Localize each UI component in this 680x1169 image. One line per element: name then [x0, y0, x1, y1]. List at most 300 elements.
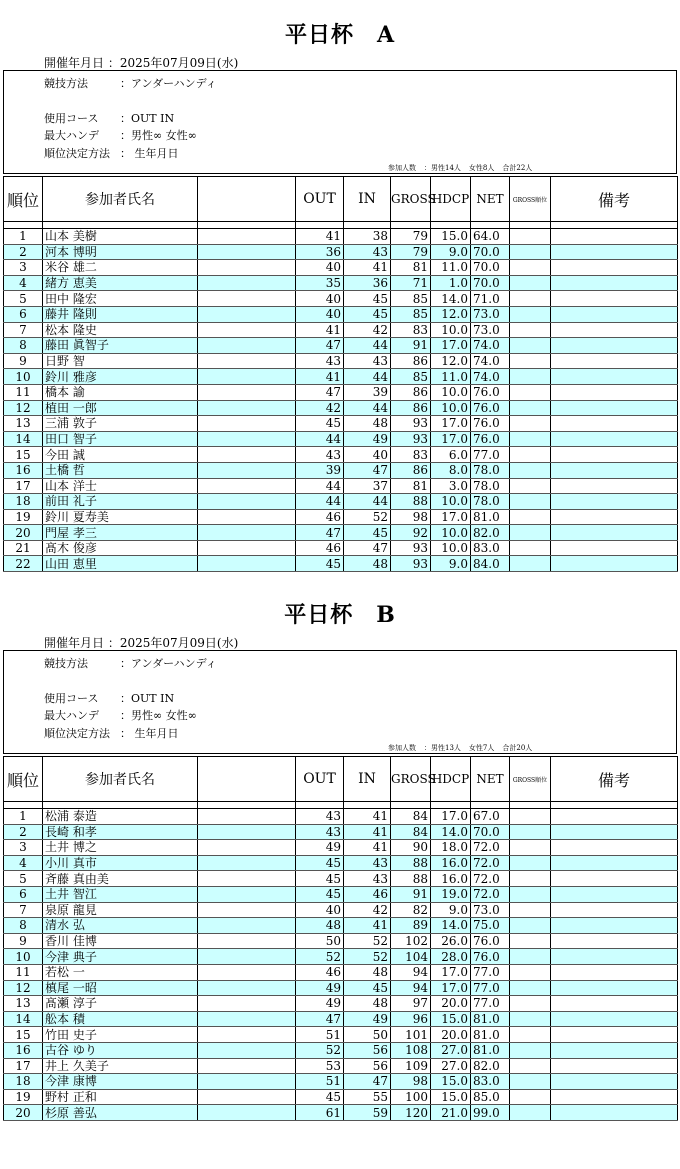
cell-rank: 19: [4, 509, 43, 525]
header-name: 参加者氏名: [43, 757, 198, 802]
cell-blank: [198, 291, 296, 307]
cell-blank: [198, 980, 296, 996]
header-hdcp: HDCP: [431, 177, 471, 222]
rank-method-value: ： 生年月日: [120, 727, 179, 740]
cell-remarks: [551, 1089, 678, 1105]
header-net: NET: [471, 757, 510, 802]
table-row: [4, 980, 678, 996]
cell-net: 81.0: [471, 1011, 510, 1027]
cell-gross: 84: [391, 809, 431, 825]
cell-out: 49: [296, 840, 344, 856]
cell-out: 43: [296, 447, 344, 463]
cell-gross-rank: [510, 540, 551, 556]
cell-net: 99.0: [471, 1105, 510, 1121]
table-spacer-row: [4, 222, 678, 229]
cell-name: 日野 智: [43, 353, 198, 369]
cell-rank: 12: [4, 980, 43, 996]
cell-in: 43: [344, 244, 391, 260]
cell-gross-rank: [510, 462, 551, 478]
cell-gross-rank: [510, 291, 551, 307]
count-female: 女性8人: [468, 164, 495, 172]
cell-net: 82.0: [471, 1058, 510, 1074]
cell-gross-rank: [510, 260, 551, 276]
cell-remarks: [551, 338, 678, 354]
method-label: 競技方法: [44, 657, 88, 670]
table-row: [4, 416, 678, 432]
cell-blank: [198, 840, 296, 856]
cell-blank: [198, 384, 296, 400]
cell-out: 47: [296, 338, 344, 354]
cell-rank: 2: [4, 824, 43, 840]
cell-net: 83.0: [471, 1074, 510, 1090]
header-out: OUT: [296, 757, 344, 802]
cell-out: 47: [296, 525, 344, 541]
cell-rank: 18: [4, 494, 43, 510]
cell-name: 藤井 隆則: [43, 306, 198, 322]
cell-in: 48: [344, 416, 391, 432]
cell-remarks: [551, 996, 678, 1012]
cell-hdcp: 6.0: [431, 447, 471, 463]
cell-net: 67.0: [471, 809, 510, 825]
page-title: 平日杯 B: [284, 602, 396, 628]
cell-blank: [198, 1011, 296, 1027]
cell-gross-rank: [510, 886, 551, 902]
cell-rank: 7: [4, 322, 43, 338]
cell-out: 41: [296, 369, 344, 385]
cell-gross-rank: [510, 509, 551, 525]
cell-gross: 98: [391, 1074, 431, 1090]
cell-in: 56: [344, 1042, 391, 1058]
cell-remarks: [551, 275, 678, 291]
cell-name: 泉原 龍見: [43, 902, 198, 918]
cell-remarks: [551, 933, 678, 949]
cell-gross-rank: [510, 275, 551, 291]
cell-rank: 4: [4, 855, 43, 871]
cell-remarks: [551, 1074, 678, 1090]
cell-gross: 94: [391, 980, 431, 996]
cell-hdcp: 17.0: [431, 338, 471, 354]
cell-hdcp: 10.0: [431, 400, 471, 416]
header-hdcp: HDCP: [431, 757, 471, 802]
cell-rank: 1: [4, 229, 43, 245]
method-value: ：アンダーハンディ: [120, 77, 217, 90]
header-remarks: 備考: [551, 757, 678, 802]
cell-gross: 91: [391, 338, 431, 354]
cell-out: 48: [296, 918, 344, 934]
cell-blank: [198, 1058, 296, 1074]
cell-name: 藤田 眞智子: [43, 338, 198, 354]
cell-rank: 19: [4, 1089, 43, 1105]
cell-hdcp: 10.0: [431, 494, 471, 510]
cell-gross-rank: [510, 244, 551, 260]
cell-hdcp: 19.0: [431, 886, 471, 902]
cell-in: 49: [344, 1011, 391, 1027]
table-row: [4, 1089, 678, 1105]
table-row: [4, 384, 678, 400]
cell-out: 51: [296, 1027, 344, 1043]
cell-gross: 93: [391, 540, 431, 556]
cell-name: 舩本 積: [43, 1011, 198, 1027]
rank-method-row: [44, 725, 179, 741]
cell-gross-rank: [510, 447, 551, 463]
cell-remarks: [551, 447, 678, 463]
header-net: NET: [471, 177, 510, 222]
cell-in: 44: [344, 400, 391, 416]
cell-hdcp: 15.0: [431, 229, 471, 245]
cell-gross: 97: [391, 996, 431, 1012]
cell-in: 44: [344, 369, 391, 385]
cell-gross: 120: [391, 1105, 431, 1121]
cell-in: 42: [344, 902, 391, 918]
cell-gross: 109: [391, 1058, 431, 1074]
cell-hdcp: 16.0: [431, 855, 471, 871]
cell-in: 37: [344, 478, 391, 494]
count-total: 合計20人: [502, 744, 533, 752]
cell-name: 井上 久美子: [43, 1058, 198, 1074]
cell-net: 72.0: [471, 886, 510, 902]
table-row: [4, 229, 678, 245]
cell-blank: [198, 447, 296, 463]
cell-hdcp: 10.0: [431, 540, 471, 556]
cell-blank: [198, 369, 296, 385]
cell-blank: [198, 1089, 296, 1105]
cell-blank: [198, 1105, 296, 1121]
cell-gross: 88: [391, 871, 431, 887]
cell-net: 71.0: [471, 291, 510, 307]
cell-net: 76.0: [471, 400, 510, 416]
cell-hdcp: 8.0: [431, 462, 471, 478]
cell-in: 41: [344, 260, 391, 276]
header-out: OUT: [296, 177, 344, 222]
cell-remarks: [551, 824, 678, 840]
cell-net: 73.0: [471, 306, 510, 322]
cell-hdcp: 1.0: [431, 275, 471, 291]
cell-out: 49: [296, 980, 344, 996]
cell-gross: 85: [391, 291, 431, 307]
cell-rank: 13: [4, 996, 43, 1012]
cell-in: 42: [344, 322, 391, 338]
table-row: [4, 369, 678, 385]
header-remarks: 備考: [551, 177, 678, 222]
cell-out: 41: [296, 229, 344, 245]
header-gross: GROSS: [391, 177, 431, 222]
cell-gross-rank: [510, 556, 551, 572]
header-gross: GROSS: [391, 757, 431, 802]
cell-out: 43: [296, 353, 344, 369]
course-value: ：OUT IN: [120, 112, 175, 125]
cell-in: 48: [344, 996, 391, 1012]
cell-rank: 12: [4, 400, 43, 416]
cell-in: 45: [344, 306, 391, 322]
cell-hdcp: 17.0: [431, 964, 471, 980]
cell-in: 44: [344, 494, 391, 510]
cell-rank: 15: [4, 447, 43, 463]
cell-net: 72.0: [471, 871, 510, 887]
cell-name: 野村 正和: [43, 1089, 198, 1105]
cell-gross-rank: [510, 478, 551, 494]
cell-net: 70.0: [471, 824, 510, 840]
cell-name: 髙木 俊彦: [43, 540, 198, 556]
cell-hdcp: 28.0: [431, 949, 471, 965]
cell-hdcp: 17.0: [431, 431, 471, 447]
cell-net: 73.0: [471, 902, 510, 918]
cell-gross: 104: [391, 949, 431, 965]
cell-out: 40: [296, 902, 344, 918]
table-row: [4, 933, 678, 949]
cell-name: 古谷 ゆり: [43, 1042, 198, 1058]
cell-blank: [198, 1027, 296, 1043]
cell-rank: 20: [4, 525, 43, 541]
cell-gross: 89: [391, 918, 431, 934]
cell-gross-rank: [510, 949, 551, 965]
cell-rank: 20: [4, 1105, 43, 1121]
table-row: [4, 478, 678, 494]
cell-gross-rank: [510, 1074, 551, 1090]
cell-rank: 6: [4, 886, 43, 902]
header-in: IN: [344, 177, 391, 222]
cell-in: 41: [344, 809, 391, 825]
cell-remarks: [551, 1011, 678, 1027]
table-row: [4, 855, 678, 871]
count-male: ：男性13人: [424, 744, 461, 752]
cell-gross: 96: [391, 1011, 431, 1027]
cell-net: 75.0: [471, 918, 510, 934]
cell-out: 45: [296, 855, 344, 871]
cell-in: 55: [344, 1089, 391, 1105]
cell-gross: 81: [391, 478, 431, 494]
cell-gross: 108: [391, 1042, 431, 1058]
header-blank: [198, 757, 296, 802]
cell-remarks: [551, 322, 678, 338]
cell-name: 今津 典子: [43, 949, 198, 965]
cell-gross: 83: [391, 447, 431, 463]
cell-name: 松浦 泰造: [43, 809, 198, 825]
cell-in: 43: [344, 855, 391, 871]
cell-hdcp: 10.0: [431, 525, 471, 541]
cell-name: 若松 一: [43, 964, 198, 980]
cell-remarks: [551, 509, 678, 525]
table-row: [4, 1105, 678, 1121]
results-section: [0, 580, 680, 1160]
cell-remarks: [551, 229, 678, 245]
cell-name: 小川 真市: [43, 855, 198, 871]
cell-rank: 7: [4, 902, 43, 918]
table-row: [4, 1027, 678, 1043]
cell-remarks: [551, 918, 678, 934]
cell-remarks: [551, 871, 678, 887]
cell-rank: 17: [4, 478, 43, 494]
cell-gross: 90: [391, 840, 431, 856]
cell-rank: 18: [4, 1074, 43, 1090]
cell-hdcp: 27.0: [431, 1058, 471, 1074]
handicap-value: ：男性∞ 女性∞: [120, 709, 197, 722]
cell-net: 76.0: [471, 431, 510, 447]
cell-net: 85.0: [471, 1089, 510, 1105]
table-row: [4, 306, 678, 322]
cell-gross-rank: [510, 1027, 551, 1043]
cell-net: 70.0: [471, 260, 510, 276]
cell-gross-rank: [510, 902, 551, 918]
cell-rank: 9: [4, 353, 43, 369]
cell-blank: [198, 306, 296, 322]
table-row: [4, 338, 678, 354]
cell-blank: [198, 902, 296, 918]
course-value: ：OUT IN: [120, 692, 175, 705]
cell-blank: [198, 996, 296, 1012]
cell-rank: 13: [4, 416, 43, 432]
cell-blank: [198, 322, 296, 338]
cell-gross: 81: [391, 260, 431, 276]
cell-net: 74.0: [471, 338, 510, 354]
cell-blank: [198, 824, 296, 840]
cell-in: 41: [344, 840, 391, 856]
cell-blank: [198, 855, 296, 871]
cell-rank: 5: [4, 291, 43, 307]
cell-blank: [198, 275, 296, 291]
rank-method-row: [44, 145, 179, 161]
cell-rank: 14: [4, 431, 43, 447]
cell-name: 緒方 恵美: [43, 275, 198, 291]
cell-name: 髙瀬 淳子: [43, 996, 198, 1012]
cell-gross-rank: [510, 964, 551, 980]
cell-net: 76.0: [471, 949, 510, 965]
cell-in: 45: [344, 291, 391, 307]
cell-gross-rank: [510, 996, 551, 1012]
cell-out: 40: [296, 291, 344, 307]
cell-remarks: [551, 416, 678, 432]
cell-out: 45: [296, 416, 344, 432]
cell-name: 今津 康博: [43, 1074, 198, 1090]
cell-blank: [198, 809, 296, 825]
cell-gross: 86: [391, 462, 431, 478]
cell-hdcp: 15.0: [431, 1074, 471, 1090]
cell-out: 51: [296, 1074, 344, 1090]
table-row: [4, 291, 678, 307]
cell-remarks: [551, 260, 678, 276]
cell-gross-rank: [510, 840, 551, 856]
cell-in: 59: [344, 1105, 391, 1121]
event-date: 開催年月日 ：2025年07月09日(水): [44, 56, 239, 70]
table-row: [4, 1058, 678, 1074]
cell-rank: 10: [4, 369, 43, 385]
cell-remarks: [551, 384, 678, 400]
cell-out: 40: [296, 260, 344, 276]
cell-name: 米谷 雄二: [43, 260, 198, 276]
table-row: [4, 1074, 678, 1090]
cell-gross: 85: [391, 306, 431, 322]
cell-gross-rank: [510, 525, 551, 541]
cell-gross-rank: [510, 1011, 551, 1027]
cell-in: 39: [344, 384, 391, 400]
cell-gross-rank: [510, 338, 551, 354]
table-header-row: [4, 757, 678, 802]
header-gross-rank: GROSS順位: [510, 177, 551, 222]
cell-blank: [198, 1042, 296, 1058]
cell-net: 78.0: [471, 462, 510, 478]
cell-remarks: [551, 886, 678, 902]
table-row: [4, 1042, 678, 1058]
table-row: [4, 400, 678, 416]
cell-gross-rank: [510, 1042, 551, 1058]
handicap-row: [44, 127, 197, 143]
cell-out: 43: [296, 809, 344, 825]
rank-method-label: 順位決定方法: [44, 727, 110, 740]
cell-remarks: [551, 369, 678, 385]
cell-net: 77.0: [471, 980, 510, 996]
cell-net: 81.0: [471, 1042, 510, 1058]
cell-rank: 16: [4, 1042, 43, 1058]
cell-hdcp: 12.0: [431, 306, 471, 322]
cell-hdcp: 20.0: [431, 1027, 471, 1043]
results-table: [3, 176, 678, 572]
cell-name: 清水 弘: [43, 918, 198, 934]
cell-in: 52: [344, 949, 391, 965]
cell-in: 46: [344, 886, 391, 902]
cell-rank: 21: [4, 540, 43, 556]
cell-hdcp: 17.0: [431, 980, 471, 996]
cell-net: 64.0: [471, 229, 510, 245]
cell-net: 77.0: [471, 996, 510, 1012]
cell-gross-rank: [510, 1105, 551, 1121]
cell-gross: 86: [391, 353, 431, 369]
cell-in: 43: [344, 871, 391, 887]
cell-net: 82.0: [471, 525, 510, 541]
cell-remarks: [551, 902, 678, 918]
cell-remarks: [551, 462, 678, 478]
cell-hdcp: 10.0: [431, 322, 471, 338]
cell-in: 52: [344, 933, 391, 949]
handicap-label: 最大ハンデ: [44, 709, 99, 722]
cell-gross: 88: [391, 855, 431, 871]
table-row: [4, 918, 678, 934]
cell-name: 鈴川 雅彦: [43, 369, 198, 385]
cell-hdcp: 14.0: [431, 824, 471, 840]
cell-blank: [198, 918, 296, 934]
table-row: [4, 260, 678, 276]
method-row: [44, 655, 217, 671]
cell-net: 76.0: [471, 416, 510, 432]
method-value: ：アンダーハンディ: [120, 657, 217, 670]
table-row: [4, 447, 678, 463]
cell-name: 松本 隆史: [43, 322, 198, 338]
table-row: [4, 431, 678, 447]
cell-gross-rank: [510, 1058, 551, 1074]
cell-name: 山本 洋士: [43, 478, 198, 494]
cell-hdcp: 9.0: [431, 244, 471, 260]
cell-gross: 86: [391, 400, 431, 416]
method-row: [44, 75, 217, 91]
cell-out: 45: [296, 886, 344, 902]
cell-name: 田中 隆宏: [43, 291, 198, 307]
cell-out: 46: [296, 964, 344, 980]
cell-in: 47: [344, 540, 391, 556]
cell-hdcp: 3.0: [431, 478, 471, 494]
cell-remarks: [551, 855, 678, 871]
cell-gross-rank: [510, 824, 551, 840]
cell-hdcp: 21.0: [431, 1105, 471, 1121]
cell-gross: 93: [391, 416, 431, 432]
cell-hdcp: 9.0: [431, 902, 471, 918]
cell-remarks: [551, 291, 678, 307]
cell-gross: 101: [391, 1027, 431, 1043]
cell-blank: [198, 244, 296, 260]
cell-out: 43: [296, 824, 344, 840]
cell-remarks: [551, 809, 678, 825]
cell-name: 槙尾 一昭: [43, 980, 198, 996]
cell-hdcp: 26.0: [431, 933, 471, 949]
header-rank: 順位: [4, 757, 43, 802]
cell-in: 50: [344, 1027, 391, 1043]
